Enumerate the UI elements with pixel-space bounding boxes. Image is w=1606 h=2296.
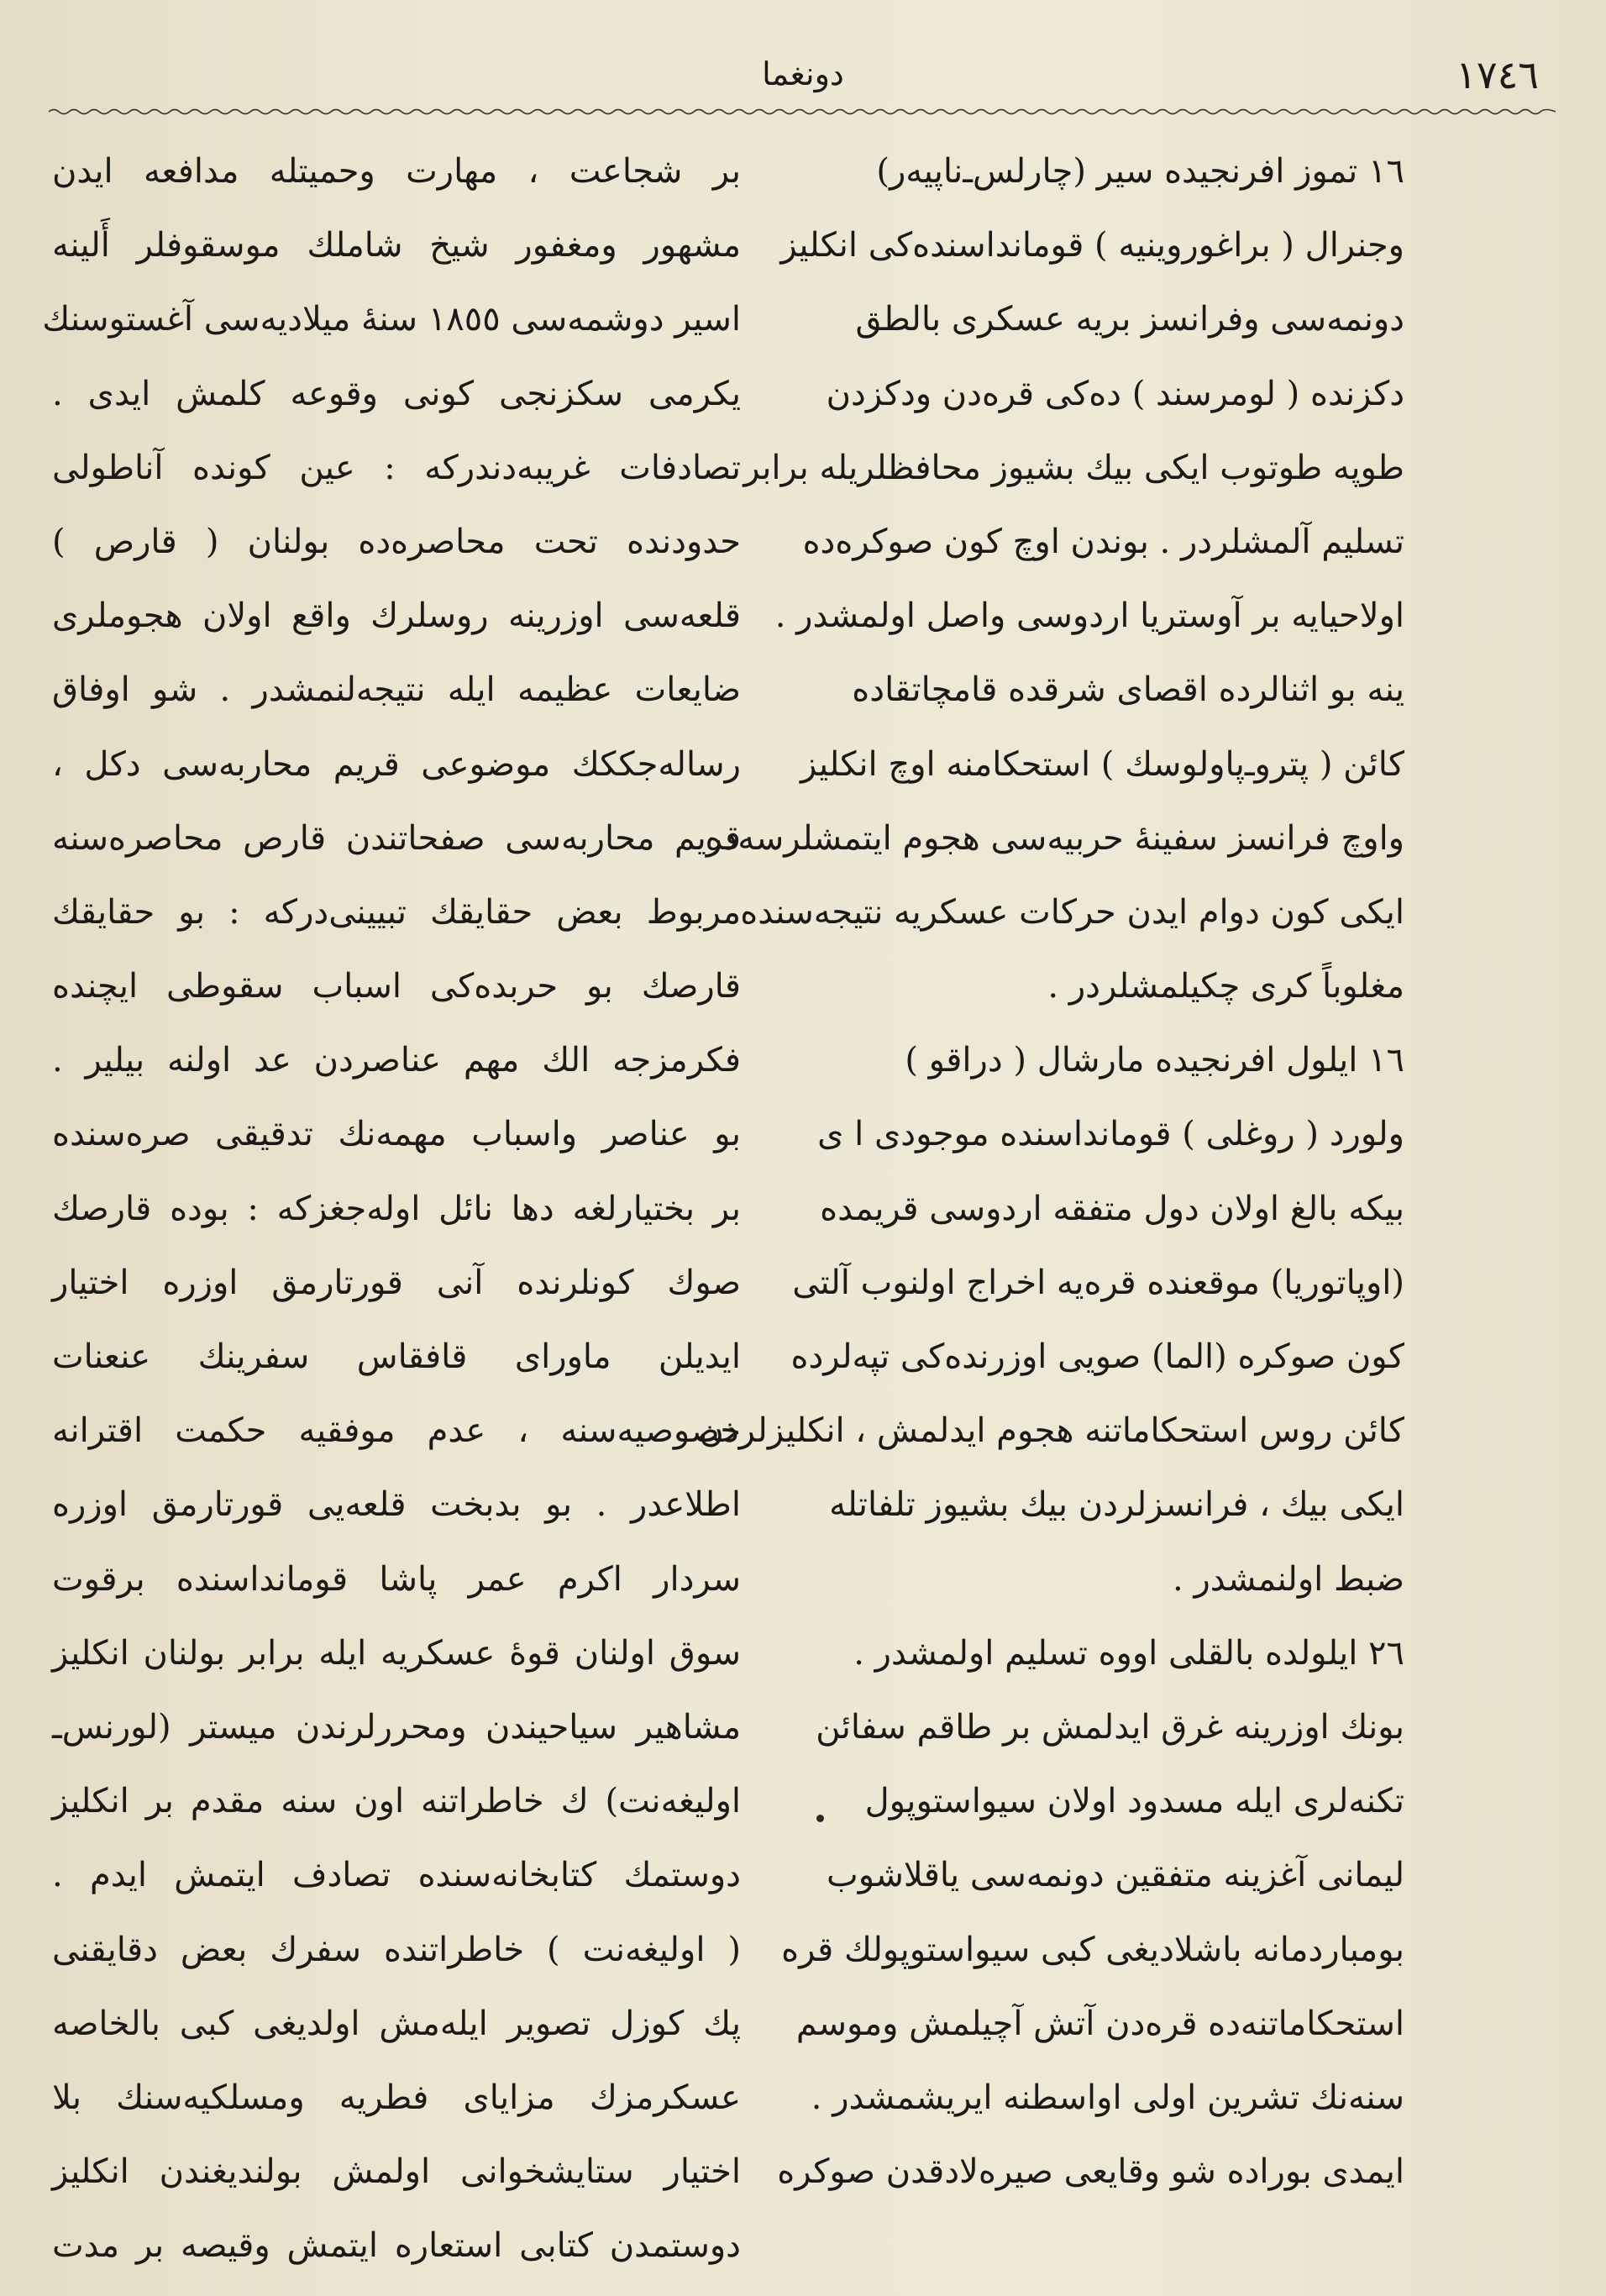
text-line: بيكه بالغ اولان دول متفقه اردوسى قريمده — [820, 1189, 1404, 1228]
text-line: واوچ فرانسز سفينهٔ حربيه‌سى هجوم ايتمشلرسه‌ده — [705, 818, 1404, 858]
page-number: ١٧٤٦ — [1456, 52, 1539, 97]
running-title: دونغما — [762, 55, 844, 92]
text-line: دكزنده ( لومرسند ) ده‌كى قره‌دن ودكزدن — [826, 374, 1404, 413]
text-line: بومباردمانه باشلاديغى كبى سيواستوپولك قره — [781, 1930, 1404, 1969]
text-line: مربوط بعض حقايقك تبيينى‌دركه : بو حقايقك — [52, 892, 741, 932]
text-line: اطلاعدر . بو بدبخت قلعه‌يى قورتارمق اوزره — [52, 1485, 741, 1525]
text-line: ٢٦ ايلولده بالقلى اووه تسليم اولمشدر . — [853, 1633, 1404, 1673]
text-line: ضايعات عظيمه ايله نتيجه‌لنمشدر . شو اوفاق — [52, 670, 741, 710]
text-line: يكرمى سكزنجى كونى وقوعه كلمش ايدى . — [52, 374, 741, 413]
text-line: قارصك بو حربده‌كى اسباب سقوطى ايچنده — [52, 967, 741, 1006]
ink-dot — [816, 1815, 824, 1822]
text-line: وجنرال ( براغوروينيه ) قوماندا‌سنده‌كى انكليز — [780, 226, 1404, 265]
right-column — [699, 134, 1404, 2209]
text-line: استحكاماتنه‌ده قره‌دن آتش آچيلمش وموسم — [795, 2004, 1404, 2043]
text-line: ١٦ تموز افرنجيده سير (چارلس‌ـ‌ناپيه‌ر) — [876, 152, 1404, 191]
text-line: تكنه‌لرى ايله مسدود اولان سيواستوپول — [864, 1782, 1404, 1821]
text-line: خصوصيه‌سنه ، عدم موفقيه حكمت اقترانه — [52, 1411, 741, 1451]
text-line: بر شجاعت ، مهارت وحميتله مدافعه ايدن — [52, 152, 741, 191]
left-column — [42, 134, 741, 2283]
text-line: اختيار ستايشخوانى اولمش بولنديغندن انكليز — [52, 2152, 741, 2192]
text-line: ايكى كون دوام ايدن حركات عسكريه نتيجه‌سنده — [740, 892, 1404, 932]
text-line: دوستمك كتابخانه‌سنده تصادف ايتمش ايدم . — [52, 1856, 741, 1895]
text-line: ينه بو اثنالرده اقصاى شرقده قامچاتقاده — [852, 670, 1404, 710]
header-wavy-rule — [49, 108, 1556, 116]
text-line: قلعه‌سى اوزرينه روسلرك واقع اولان هجوملرى — [52, 596, 741, 636]
text-line: مشاهير سياحيندن ومحررلرندن ميستر (لورنس‌ـ — [52, 1707, 741, 1747]
text-line: بر بختيارلغه دها نائل اوله‌جغزكه : بوده قارصك — [52, 1189, 741, 1228]
text-line: اوليغه‌نت) ك خاطراتنه اون سنه مقدم بر انكليز — [52, 1782, 741, 1821]
text-line: قريم محاربه‌سى صفحاتندن قارص محاصره‌سنه — [52, 818, 741, 858]
text-line: سنه‌نك تشرين اولى اواسطنه ايريشمشدر . — [811, 2078, 1404, 2117]
text-line: اولاحيايه بر آوستريا اردوسى واصل اولمشدر . — [774, 596, 1404, 636]
text-line: دونمه‌سى وفرانسز بريه عسكرى بالطق — [855, 300, 1404, 339]
text-line: ( اوليغه‌نت ) خاطراتنده سفرك بعض دقايقنى — [52, 1930, 741, 1969]
text-line: سوق اولنان قوهٔ عسكريه ايله برابر بولنان انكليز — [52, 1633, 741, 1673]
text-line: ١٦ ايلول افرنجيده مارشال ( دراقو ) — [905, 1041, 1404, 1080]
text-line: تصادفات غريبه‌دندركه : عين كونده آناطولى — [52, 448, 741, 487]
text-line: طوپه طوتوب ايكى بيك بشيوز محافظلريله برابر — [743, 448, 1404, 487]
text-line: عسكرمزك مزاياى فطريه ومسلكيه‌سنك بلا — [52, 2078, 741, 2117]
text-line: فكرمزجه الك مهم عناصردن عد اولنه بيلير . — [52, 1041, 741, 1080]
text-line: سردار اكرم عمر پاشا قوماندا‌سنده برقوت — [52, 1559, 741, 1599]
text-line: پك كوزل تصوير ايله‌مش اولديغى كبى بالخاصه — [52, 2004, 741, 2043]
text-line: بو عناصر واسباب مهمه‌نك تدقيقى صره‌سنده — [52, 1115, 741, 1154]
text-line: كون صوكره (الما) صويى اوزرنده‌كى تپه‌لرده — [790, 1337, 1404, 1376]
text-line: مشهور ومغفور شيخ شاملك موسقوفلر أَلينه — [52, 226, 741, 265]
text-line: كائن ( پترو‌ـ‌پاولوسك ) استحكامنه اوچ انكليز — [800, 744, 1404, 784]
text-line: (اوپاتوريا) موقعنده قره‌يه اخراج اولنوب آلتى — [792, 1263, 1404, 1302]
page-header — [50, 52, 1556, 111]
text-line: دوستمدن كتابى استعاره ايتمش وقيصه بر مدت — [52, 2226, 741, 2266]
text-line: اسير دوشمه‌سى ١٨٥٥ سنهٔ ميلاديه‌سى آغستوسنك — [42, 300, 741, 339]
text-line: ليمانى آغزينه متفقين دونمه‌سى ياقلاشوب — [827, 1856, 1404, 1895]
text-line: صوك كونلرنده آنى قورتارمق اوزره اختيار — [52, 1263, 741, 1302]
text-line: مغلوباً كرى چكيلمشلردر . — [1047, 967, 1404, 1006]
text-line: كائن روس استحكاماتنه هجوم ايدلمش ، انكليزلردن — [699, 1411, 1404, 1451]
text-line: ضبط اولنمشدر . — [1173, 1559, 1404, 1599]
text-line: رساله‌جككك موضوعى قريم محاربه‌سى دكل ، — [52, 744, 741, 784]
text-line: حدودنده تحت محاصره‌ده بولنان ( قارص ) — [52, 522, 741, 561]
text-line: ايمدى بوراده شو وقايعى صيره‌لادقدن صوكره — [777, 2152, 1404, 2192]
text-line: بونك اوزرينه غرق ايدلمش بر طاقم سفائن — [816, 1707, 1404, 1747]
text-line: ايديلن ماوراى قافقاس سفرينك عنعنات — [52, 1337, 741, 1376]
text-line: ايكى بيك ، فرانسزلردن بيك بشيوز تلفاتله — [829, 1485, 1404, 1525]
text-line: تسليم آلمشلردر . بوندن اوچ كون صوكره‌ده — [802, 522, 1404, 561]
text-line: ولورد ( روغلى ) قوماندا‌سنده موجودى ا ى — [817, 1115, 1404, 1154]
